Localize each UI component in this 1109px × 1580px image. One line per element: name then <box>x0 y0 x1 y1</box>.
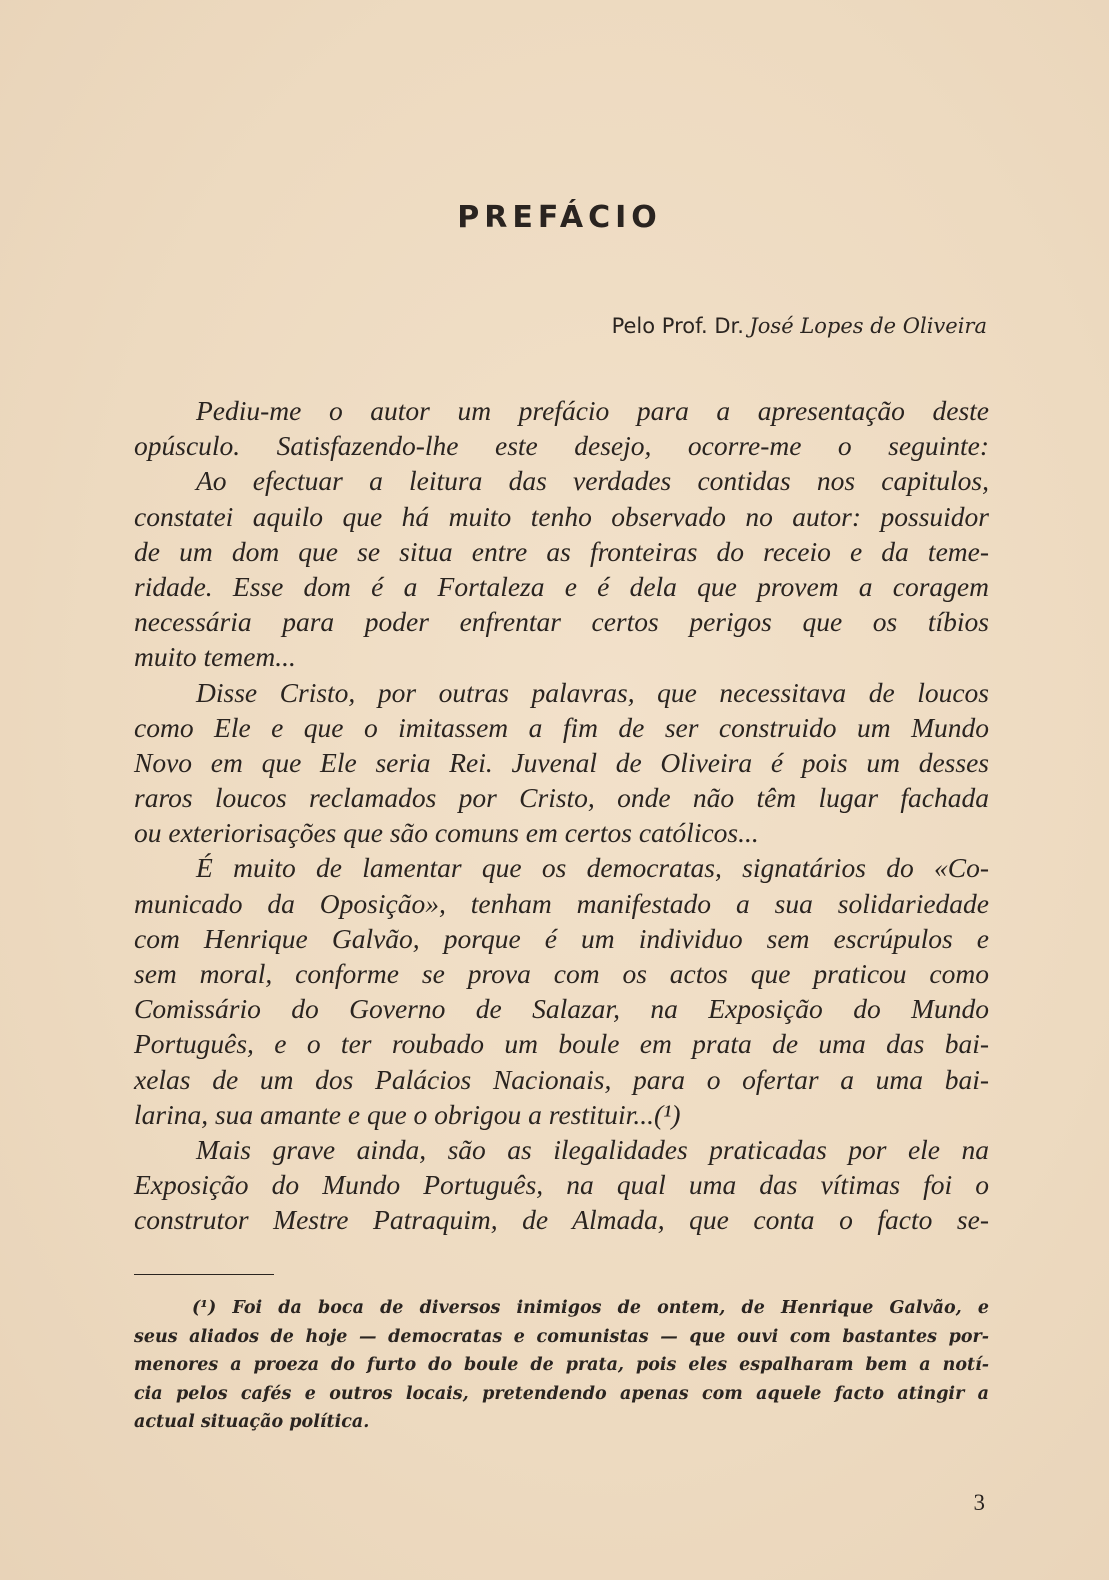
text-line: opúsculo. Satisfazendo-lhe este desejo, ocorre-me o seguinte: <box>134 430 989 462</box>
text-line: Disse Cristo, por outras palavras, que necessitava de loucos <box>196 676 989 708</box>
footnote-line: (¹) Foi da boca de diversos inimigos de ontem, de Henrique Galvão, e <box>192 1298 989 1318</box>
footnote-line: cia pelos cafés e outros locais, pretendendo apenas com aquele facto atingir a <box>134 1383 989 1404</box>
text-line: com Henrique Galvão, porque é um individuo sem escrúpulos e <box>134 922 989 954</box>
text-line: É muito de lamentar que os democratas, signatários do «Co- <box>196 852 989 884</box>
text-line: muito temem... <box>134 641 296 673</box>
text-line: raros loucos reclamados por Cristo, onde não têm lugar fachada <box>134 782 989 814</box>
text-line: Comissário do Governo de Salazar, na Exposição do Mundo <box>134 993 989 1025</box>
text-line: construtor Mestre Patraquim, de Almada, que conta o facto se- <box>134 1204 989 1236</box>
text-line: Mais grave ainda, são as ilegalidades praticadas por ele na <box>196 1133 989 1165</box>
text-line: municado da Oposição», tenham manifestado a sua solidariedade <box>134 887 989 919</box>
text-line: Português, e o ter roubado um boule em prata de uma das bai- <box>134 1028 989 1060</box>
text-line: constatei aquilo que há muito tenho observado no autor: possuidor <box>134 500 989 532</box>
text-line: sem moral, conforme se prova com os actos que praticou como <box>134 958 989 989</box>
text-line: Ao efectuar a leitura das verdades contidas nos capitulos, <box>196 465 989 497</box>
footnote-line: menores a proeza do furto do boule de prata, pois eles espalharam bem a notí- <box>134 1355 989 1375</box>
text-line: xelas de um dos Palácios Nacionais, para o ofertar a uma bai- <box>134 1063 989 1095</box>
byline-prefix: Pelo Prof. Dr. <box>611 314 744 338</box>
text-line: Novo em que Ele seria Rei. Juvenal de Oliveira é pois um desses <box>134 746 989 778</box>
footnote-line: actual situação política. <box>134 1412 370 1432</box>
text-line: Pediu-me o autor um prefácio para a apresentação deste <box>196 395 989 426</box>
text-line: como Ele e que o imitassem a fim de ser construido um Mundo <box>134 711 989 743</box>
text-line: ridade. Esse dom é a Fortaleza e é dela que provem a coragem <box>134 570 989 602</box>
page-number: 3 <box>973 1490 985 1515</box>
text-line: larina, sua amante e que o obrigou a restituir...(¹) <box>134 1098 681 1130</box>
byline-author: José Lopes de Oliveira <box>749 314 987 338</box>
text-line: Exposição do Mundo Português, na qual uma das vítimas foi o <box>134 1169 989 1201</box>
footnote-divider <box>134 1274 274 1275</box>
footnote <box>134 1294 989 1437</box>
text-line: necessária para poder enfrentar certos perigos que os tíbios <box>134 606 989 638</box>
body-text <box>134 393 989 1238</box>
text-line: ou exteriorisações que são comuns em certos católicos... <box>134 817 759 849</box>
footnote-line: seus aliados de hoje — democratas e comunistas — que ouvi com bastantes por- <box>134 1326 989 1347</box>
page-title: PREFÁCIO <box>457 200 662 235</box>
byline <box>612 313 987 339</box>
text-line: de um dom que se situa entre as fronteiras do receio e da teme- <box>134 535 989 567</box>
